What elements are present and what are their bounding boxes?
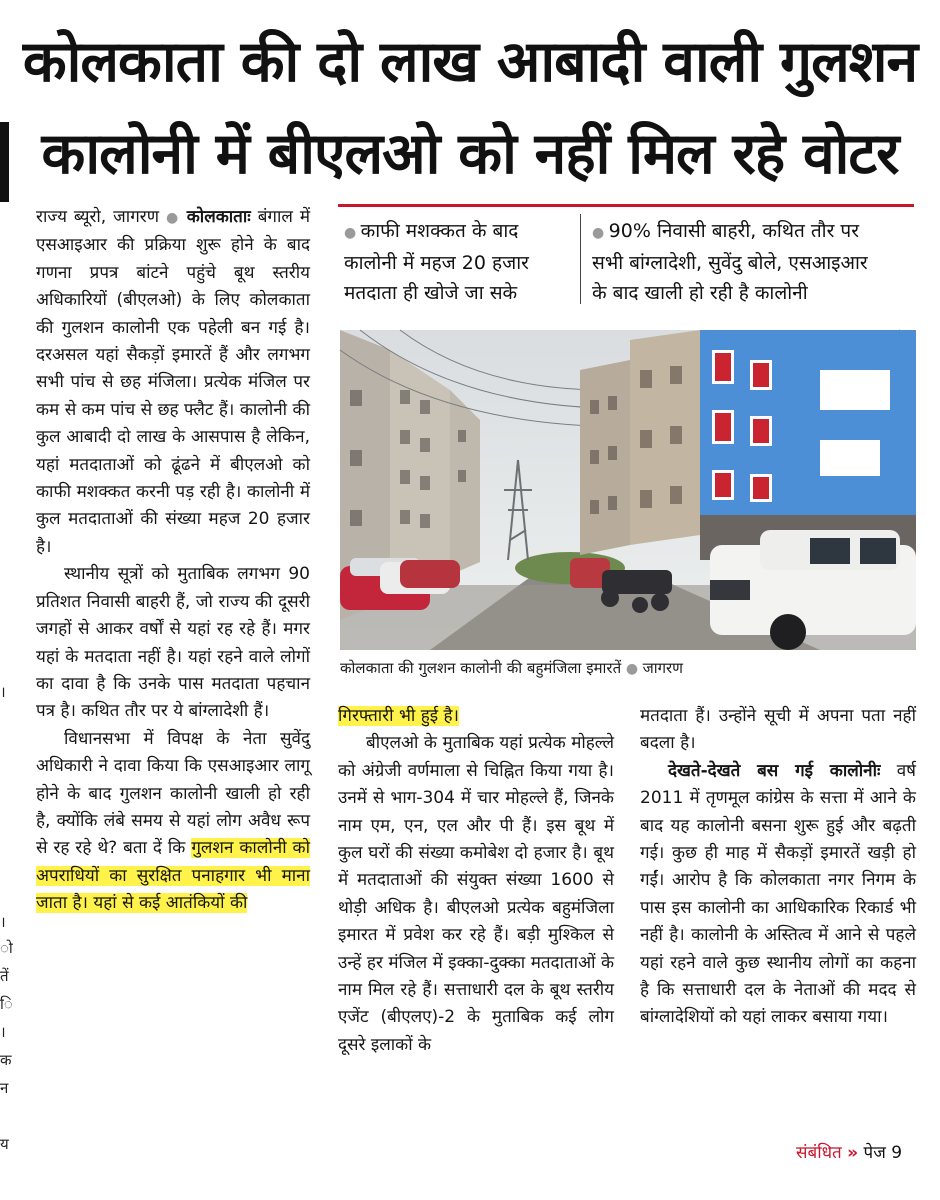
headline-line-2: कालोनी में बीएलओ को नहीं मिल रहे वोटर [41,121,899,187]
paragraph: बीएलओ के मुताबिक यहां प्रत्येक मोहल्ले को अंग्रेजी वर्णमाला से चिह्नित किया गया है। उनमें से भाग-304 में चार मोहल्ले हैं, जिनके नाम एम, एन, एल और पी हैं। इस बूथ में कुल घरों की संख्या कमोबेश दो हजार है। बूथ में मतदाताओं की संयुक्त संख्या 1600 से थोड़ी अधिक है। बीएलओ प्रत्येक बहुमंजिला इमारत में प्रवेश कर रहे हैं। बड़ी मुश्किल से उन्हें हर मंजिल में इक्का-दुक्का मतदाताओं के नाम मिल रहे हैं। सत्ताधारी दल के बूथ स्तरीय एजेंट (बीएलए)-2 के मुताबिक कई लोग दूसरे इलाकों के [338,733,614,1055]
red-rule [338,204,914,207]
deck-right [592,216,868,308]
paragraph: स्थानीय सूत्रों को मुताबिक लगभग 90 प्रतिशत निवासी बाहरी हैं, जो राज्य की दूसरी जगहों से आकर वर्षों से यहां रह रहे हैं। मगर यहां के मतदाता नहीं है। यहां रहने वाले लोगों का दावा है कि उनके पास मतदाता पहचान पत्र है। कथित तौर पर ये बांग्लादेशी हैं। [36,564,310,722]
deck-left [344,216,529,308]
edge-fragment: । [0,683,6,701]
photo-caption [340,658,683,678]
edge-fragment: न [0,1079,9,1097]
related-page-link[interactable] [796,1140,902,1163]
paragraph-text: विधानसभा में विपक्ष के नेता सुवेंदु अधिकारी ने दावा किया कि एसआइआर लागू होने के बाद गुलशन कालोनी खाली हो रही है, क्योंकि लंबे समय से यहां लोग अवैध रूप से रह रहे थे? बता दें कि [36,728,310,859]
subheading: देखते-देखते बस गई कालोनीः [668,760,881,781]
bullet-icon: ● [344,225,361,241]
highlighted-text: गुलशन कालोनी को अपराधियों का सुरक्षित पनाहगार भी माना जाता है। यहां से कई आतंकियों की [36,838,311,914]
caption-text: कोलकाता की गुलशन कालोनी की बहुमंजिला इमारतें [340,659,622,677]
headline-line-1: कोलकाता की दो लाख आबादी वाली गुलशन [22,29,918,95]
edge-fragment: । [0,913,6,931]
article-column-1 [36,204,310,918]
bullet-icon: ● [165,210,180,226]
edge-fragment: । [0,1023,6,1041]
colony-illustration [340,330,916,650]
deck-line: के बाद खाली हो रही है कालोनी [592,282,808,304]
deck-line: कालोनी में महज 20 हजार [344,252,529,274]
deck-divider [580,214,581,304]
paragraph [36,726,310,918]
related-page: पेज 9 [863,1143,903,1163]
highlighted-text: गिरफ्तारी भी हुई है। [338,706,459,726]
paragraph: मतदाता हैं। उन्होंने सूची में अपना पता नहीं बदला है। [640,706,916,754]
edge-fragment: य [0,1135,9,1153]
colony-photo [340,330,916,650]
paragraph-text: वर्ष 2011 में तृणमूल कांग्रेस के सत्ता में आने के बाद यह कालोनी बसना शुरू हुई और बढ़ती गई। कुछ ही माह में सैकड़ों इमारतें खड़ी हो गईं। आरोप है कि कोलकाता नगर निगम के पास इस कालोनी का आधिकारिक रिकार्ड भी नहीं है। कालोनी के अस्तित्व में आने से पहले यहां रहने वाले कुछ स्थानीय लोगों का कहना है कि सत्ताधारी दल के नेताओं की मदद से बांग्लादेशियों को यहां लाकर बसाया गया। [640,760,916,1028]
chevron-right-icon: » [847,1143,859,1163]
bullet-icon: ● [592,225,609,241]
paragraph-text: बंगाल में एसआइआर की प्रक्रिया शुरू होने के बाद गणना प्रपत्र बांटने पहुंचे बूथ स्तरीय अधिकारियों (बीएलओ) के लिए कोलकाता की गुलशन कालोनी एक पहेली बन गई है। दरअसल यहां सैकड़ों इमारतें हैं और लगभग सभी पांच से छह मंजिला। प्रत्येक मंजिल पर कम से कम पांच से छह फ्लैट हैं। कालोनी की कुल आबादी दो लाख के आसपास है लेकिन, यहां मतदाताओं को ढूंढने में बीएलओ को काफी मशक्कत करनी पड़ रही है। कालोनी में कुल मतदाताओं की संख्या महज 20 हजार है। [36,207,311,557]
deck-line: सभी बांग्लादेशी, सुवेंदु बोले, एसआइआर [592,252,868,274]
deck-line: 90% निवासी बाहरी, कथित तौर पर [608,220,859,242]
edge-fragment: ि [0,995,13,1013]
article-column-3 [640,703,916,1032]
byline-bureau: राज्य ब्यूरो, जागरण [36,207,160,227]
dateline: कोलकाताः [186,207,251,227]
paragraph [640,758,916,1032]
related-label: संबंधित [796,1143,842,1163]
deck-line: मतदाता ही खोजे जा सके [344,282,518,304]
edge-fragment: क [0,1051,12,1069]
caption-credit: जागरण [642,659,684,677]
deck-line: काफी मशक्कत के बाद [360,220,519,242]
paragraph [338,703,614,730]
edge-fragment: ो [0,939,13,957]
bullet-icon: ● [625,661,643,677]
edge-fragment: तें [0,967,9,985]
article-column-2 [338,703,614,1059]
byline-paragraph [36,204,310,561]
